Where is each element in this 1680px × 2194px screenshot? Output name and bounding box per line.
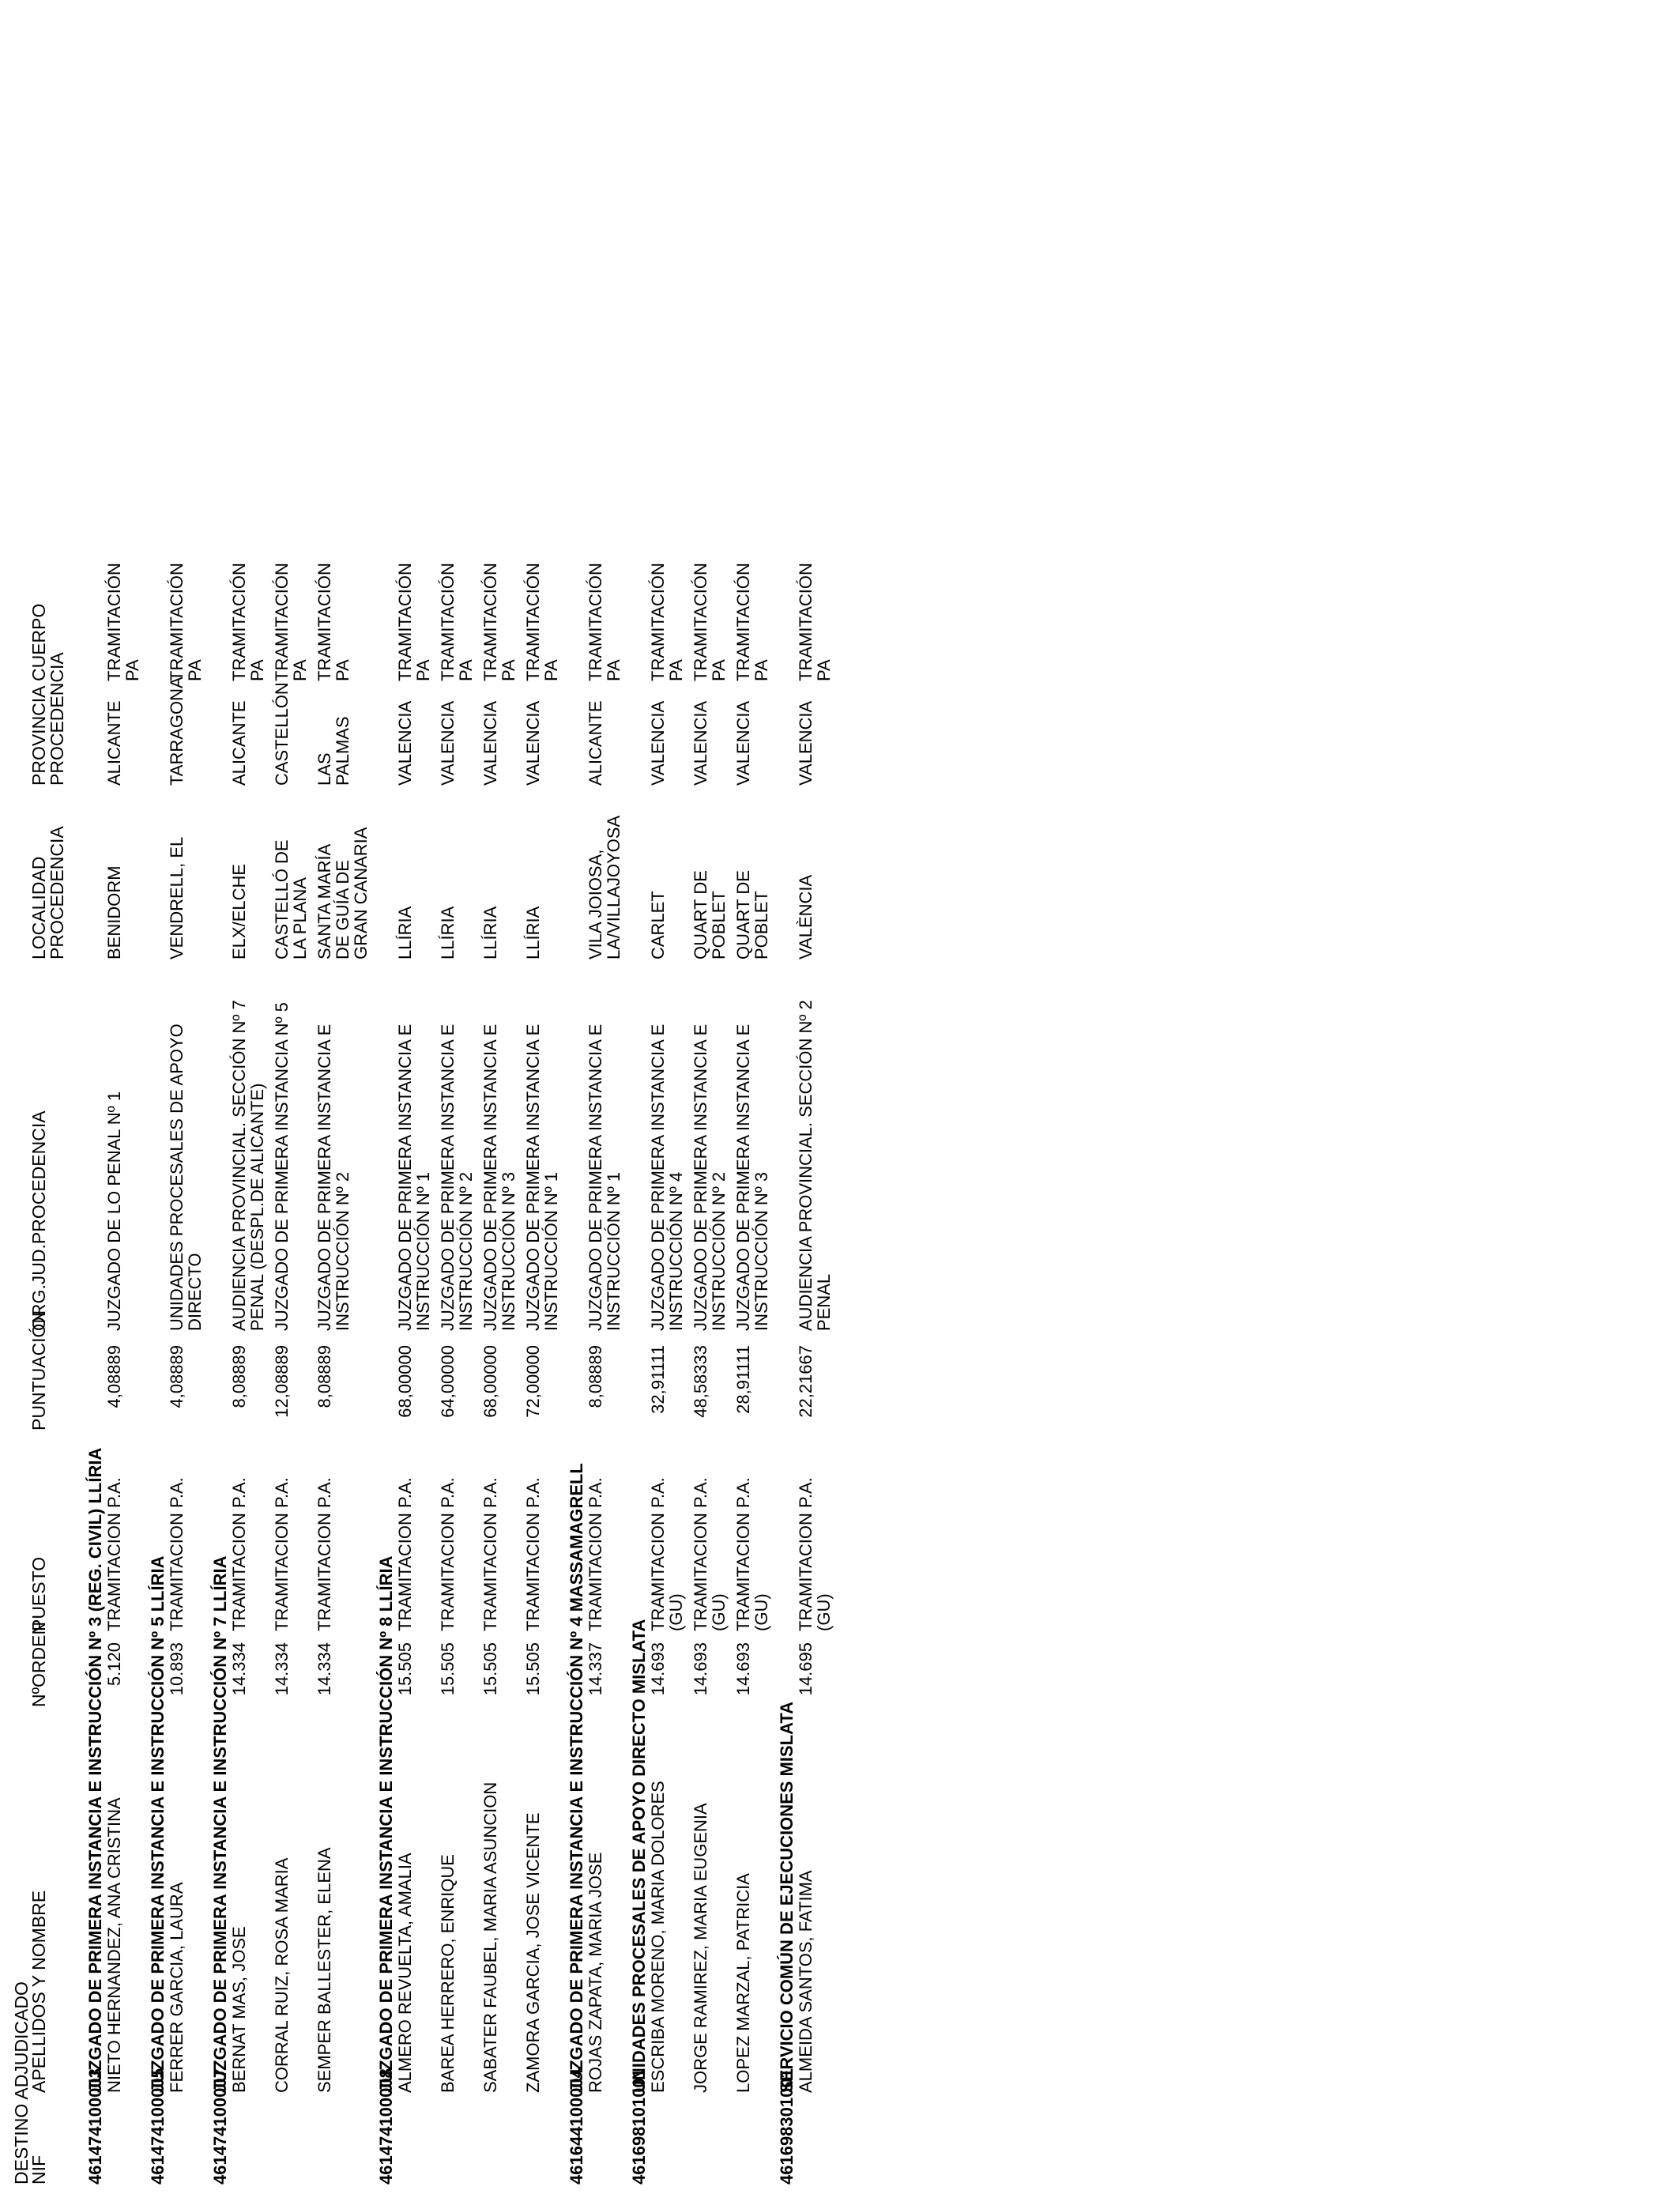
group-destination-name: SERVICIO COMÚN DE EJECUCIONES MISLATA bbox=[777, 1701, 797, 2093]
cell-post: TRAMITACION P.A. (GU) bbox=[796, 1477, 834, 1631]
cell-body: TRAMITACIÓN PA bbox=[480, 563, 518, 681]
table-row bbox=[691, 19, 728, 2185]
table-row bbox=[649, 19, 685, 2185]
cell-score: 12,08889 bbox=[272, 1345, 292, 1418]
cell-score: 8,08889 bbox=[586, 1345, 605, 1408]
group-destination-name: JUZGADO DE PRIMERA INSTANCIA E INSTRUCCIÓN Nº 4 MASSAMAGRELL bbox=[567, 1463, 586, 2093]
table-row bbox=[797, 19, 833, 2185]
group-heading bbox=[148, 19, 168, 2185]
header-org: ORG.JUD.PROCEDENCIA bbox=[28, 1110, 49, 1331]
cell-score: 68,00000 bbox=[395, 1345, 415, 1418]
cell-name: CORRAL RUIZ, ROSA MARIA bbox=[272, 1857, 292, 2093]
table-row bbox=[586, 19, 623, 2185]
cell-body: TRAMITACIÓN PA bbox=[272, 563, 310, 681]
table-body bbox=[85, 19, 839, 2185]
cell-locality: LLÍRIA bbox=[480, 906, 500, 959]
cell-name: FERRER GARCIA, LAURA bbox=[167, 1882, 186, 2093]
cell-order: 15.505 bbox=[395, 1642, 415, 1696]
cell-locality: CARLET bbox=[648, 891, 668, 959]
cell-org: JUZGADO DE PRIMERA INSTANCIA E INSTRUCCIÓN Nº 2 bbox=[438, 1023, 476, 1331]
cell-order: 10.893 bbox=[167, 1642, 186, 1696]
cell-name: ALMERO REVUELTA, AMALIA bbox=[395, 1853, 415, 2093]
cell-locality: LLÍRIA bbox=[523, 906, 543, 959]
cell-score: 32,91111 bbox=[648, 1345, 668, 1414]
cell-province: VALENCIA bbox=[796, 700, 816, 786]
cell-province: VALENCIA bbox=[395, 700, 415, 786]
cell-org: JUZGADO DE PRIMERA INSTANCIA E INSTRUCCIÓN Nº 1 bbox=[395, 1023, 433, 1331]
cell-order: 14.693 bbox=[648, 1642, 668, 1696]
group-nif: 461474100005 bbox=[148, 2068, 168, 2185]
cell-org: JUZGADO DE PRIMERA INSTANCIA E INSTRUCCIÓN Nº 4 bbox=[648, 1023, 686, 1331]
table-row bbox=[734, 19, 770, 2185]
cell-locality: VALÈNCIA bbox=[796, 874, 816, 959]
header-order: NºORDEN bbox=[28, 1621, 49, 1707]
cell-locality: CASTELLÓ DE LA PLANA bbox=[272, 839, 310, 959]
cell-org: JUZGADO DE PRIMERA INSTANCIA E INSTRUCCIÓN Nº 1 bbox=[586, 1023, 623, 1331]
group-heading bbox=[85, 19, 105, 2185]
table-row bbox=[396, 19, 432, 2185]
group-nif: 461474100007 bbox=[210, 2068, 230, 2185]
cell-score: 72,00000 bbox=[523, 1345, 543, 1418]
document-title: DESTINO ADJUDICADO bbox=[11, 1981, 32, 2185]
cell-name: SEMPER BALLESTER, ELENA bbox=[315, 1847, 334, 2093]
cell-body: TRAMITACIÓN PA bbox=[733, 563, 771, 681]
header-body: CUERPO bbox=[28, 603, 49, 681]
cell-body: TRAMITACIÓN PA bbox=[395, 563, 433, 681]
cell-body: TRAMITACIÓN PA bbox=[167, 563, 205, 681]
table-row bbox=[315, 19, 370, 2185]
cell-locality: VILA JOIOSA, LA/VILLAJOYOSA bbox=[586, 815, 623, 959]
cell-body: TRAMITACIÓN PA bbox=[438, 563, 476, 681]
header-locality: LOCALIDAD PROCEDENCIA bbox=[28, 826, 67, 959]
cell-province: ALICANTE bbox=[229, 700, 249, 786]
cell-score: 8,08889 bbox=[315, 1345, 334, 1408]
group-nif: 461474100008 bbox=[376, 2068, 396, 2185]
cell-locality: BENIDORM bbox=[104, 865, 124, 959]
cell-score: 8,08889 bbox=[229, 1345, 249, 1408]
cell-org: JUZGADO DE PRIMERA INSTANCIA Nº 5 bbox=[272, 1002, 292, 1331]
cell-post: TRAMITACION P.A. (GU) bbox=[733, 1477, 771, 1631]
cell-name: ZAMORA GARCIA, JOSE VICENTE bbox=[523, 1812, 543, 2093]
cell-post: TRAMITACION P.A. bbox=[523, 1477, 543, 1631]
cell-province: TARRAGONA bbox=[167, 677, 186, 786]
cell-locality: ELX/ELCHE bbox=[229, 863, 249, 959]
cell-province: VALENCIA bbox=[523, 700, 543, 786]
cell-order: 14.693 bbox=[691, 1642, 710, 1696]
cell-name: SABATER FAUBEL, MARIA ASUNCION bbox=[480, 1781, 500, 2093]
cell-body: TRAMITACIÓN PA bbox=[229, 563, 267, 681]
cell-order: 14.693 bbox=[733, 1642, 753, 1696]
cell-org: JUZGADO DE PRIMERA INSTANCIA E INSTRUCCIÓN Nº 3 bbox=[480, 1023, 518, 1331]
destination-group bbox=[567, 19, 623, 2185]
cell-org: JUZGADO DE LO PENAL Nº 1 bbox=[104, 1091, 124, 1331]
cell-post: TRAMITACION P.A. bbox=[480, 1477, 500, 1631]
destination-group bbox=[148, 19, 204, 2185]
cell-org: JUZGADO DE PRIMERA INSTANCIA E INSTRUCCIÓN Nº 1 bbox=[523, 1023, 561, 1331]
cell-post: TRAMITACION P.A. (GU) bbox=[691, 1477, 729, 1631]
destination-group bbox=[85, 19, 141, 2185]
table-row bbox=[273, 19, 309, 2185]
cell-post: TRAMITACION P.A. bbox=[395, 1477, 415, 1631]
cell-post: TRAMITACION P.A. bbox=[167, 1477, 186, 1631]
cell-province: VALENCIA bbox=[733, 700, 753, 786]
cell-order: 14.334 bbox=[315, 1642, 334, 1696]
header-nif: NIF bbox=[28, 2154, 49, 2185]
cell-body: TRAMITACIÓN PA bbox=[648, 563, 686, 681]
cell-post: TRAMITACION P.A. bbox=[315, 1477, 334, 1631]
group-nif: 461698101001 bbox=[629, 2068, 649, 2185]
table-row bbox=[105, 19, 141, 2185]
cell-name: ROJAS ZAPATA, MARIA JOSE bbox=[586, 1852, 605, 2093]
cell-order: 14.334 bbox=[229, 1642, 249, 1696]
cell-body: TRAMITACIÓN PA bbox=[586, 563, 623, 681]
cell-body: TRAMITACIÓN PA bbox=[691, 563, 729, 681]
cell-order: 14.337 bbox=[586, 1642, 605, 1696]
header-post: PUESTO bbox=[28, 1556, 49, 1631]
cell-score: 22,21667 bbox=[796, 1345, 816, 1418]
destination-group bbox=[376, 19, 560, 2185]
cell-name: ALMEIDA SANTOS, FATIMA bbox=[796, 1870, 816, 2093]
cell-score: 28,91111 bbox=[733, 1345, 753, 1414]
cell-locality: LLÍRIA bbox=[395, 906, 415, 959]
header-score: PUNTUACIÓN bbox=[28, 1310, 49, 1431]
cell-province: CASTELLÓN bbox=[272, 682, 292, 786]
cell-org: JUZGADO DE PRIMERA INSTANCIA E INSTRUCCIÓN Nº 2 bbox=[315, 1023, 352, 1331]
cell-post: TRAMITACION P.A. bbox=[272, 1477, 292, 1631]
cell-province: VALENCIA bbox=[648, 700, 668, 786]
group-heading bbox=[376, 19, 396, 2185]
cell-post: TRAMITACION P.A. bbox=[229, 1477, 249, 1631]
group-nif: 461644100004 bbox=[567, 2068, 586, 2185]
table-row bbox=[230, 19, 266, 2185]
cell-province: VALENCIA bbox=[480, 700, 500, 786]
cell-post: TRAMITACION P.A. bbox=[438, 1477, 458, 1631]
cell-score: 4,08889 bbox=[104, 1345, 124, 1408]
cell-locality: LLÍRIA bbox=[438, 906, 458, 959]
group-heading bbox=[210, 19, 230, 2185]
group-heading bbox=[777, 19, 797, 2185]
cell-name: BAREA HERRERO, ENRIQUE bbox=[438, 1854, 458, 2093]
cell-order: 14.334 bbox=[272, 1642, 292, 1696]
cell-score: 4,08889 bbox=[167, 1345, 186, 1408]
cell-body: TRAMITACIÓN PA bbox=[104, 563, 142, 681]
cell-name: JORGE RAMIREZ, MARIA EUGENIA bbox=[691, 1803, 710, 2093]
cell-body: TRAMITACIÓN PA bbox=[315, 563, 352, 681]
group-destination-name: UNIDADES PROCESALES DE APOYO DIRECTO MISLATA bbox=[629, 1619, 649, 2093]
cell-locality: QUART DE POBLET bbox=[691, 870, 729, 959]
group-nif: 461698301001 bbox=[777, 2068, 797, 2185]
table-row bbox=[481, 19, 518, 2185]
cell-province: LAS PALMAS bbox=[315, 716, 352, 786]
cell-score: 68,00000 bbox=[480, 1345, 500, 1418]
group-destination-name: JUZGADO DE PRIMERA INSTANCIA E INSTRUCCIÓN Nº 7 LLÍRIA bbox=[210, 1555, 230, 2093]
destination-group bbox=[210, 19, 370, 2185]
cell-post: TRAMITACION P.A. bbox=[104, 1477, 124, 1631]
cell-province: ALICANTE bbox=[586, 700, 605, 786]
cell-name: LOPEZ MARZAL, PATRICIA bbox=[733, 1873, 753, 2093]
group-heading bbox=[629, 19, 649, 2185]
cell-org: AUDIENCIA PROVINCIAL. SECCIÓN Nº 7 PENAL (DESPL.DE ALICANTE) bbox=[229, 1000, 267, 1331]
cell-org: UNIDADES PROCESALES DE APOYO DIRECTO bbox=[167, 1023, 205, 1331]
cell-locality: SANTA MARÍA DE GUÍA DE GRAN CANARIA bbox=[315, 827, 371, 959]
cell-locality: VENDRELL, EL bbox=[167, 836, 186, 959]
table-header bbox=[30, 19, 66, 2185]
destination-group bbox=[629, 19, 770, 2185]
cell-org: JUZGADO DE PRIMERA INSTANCIA E INSTRUCCIÓN Nº 2 bbox=[691, 1023, 729, 1331]
cell-org: AUDIENCIA PROVINCIAL. SECCIÓN Nº 2 PENAL bbox=[796, 1000, 834, 1331]
cell-name: ESCRIBA MORENO, MARIA DOLORES bbox=[648, 1781, 668, 2093]
cell-body: TRAMITACIÓN PA bbox=[523, 563, 561, 681]
cell-order: 15.505 bbox=[523, 1642, 543, 1696]
cell-name: BERNAT MAS, JOSE bbox=[229, 1926, 249, 2093]
cell-score: 64,00000 bbox=[438, 1345, 458, 1418]
table-row bbox=[524, 19, 560, 2185]
cell-province: VALENCIA bbox=[438, 700, 458, 786]
table-row bbox=[168, 19, 204, 2185]
destination-group bbox=[777, 19, 833, 2185]
group-destination-name: JUZGADO DE PRIMERA INSTANCIA E INSTRUCCIÓN Nº 8 LLÍRIA bbox=[376, 1555, 396, 2093]
group-nif: 461474100003 bbox=[85, 2068, 105, 2185]
header-province: PROVINCIA PROCEDENCIA bbox=[28, 652, 67, 786]
cell-order: 14.695 bbox=[796, 1642, 816, 1696]
cell-province: VALENCIA bbox=[691, 700, 710, 786]
cell-name: NIETO HERNANDEZ, ANA CRISTINA bbox=[104, 1797, 124, 2093]
cell-org: JUZGADO DE PRIMERA INSTANCIA E INSTRUCCIÓN Nº 3 bbox=[733, 1023, 771, 1331]
group-destination-name: JUZGADO DE PRIMERA INSTANCIA E INSTRUCCIÓN Nº 3 (REG. CIVIL) LLÍRIA bbox=[85, 1447, 105, 2093]
group-heading bbox=[567, 19, 586, 2185]
cell-post: TRAMITACION P.A. (GU) bbox=[648, 1477, 686, 1631]
header-name: APELLIDOS Y NOMBRE bbox=[28, 1890, 49, 2093]
cell-body: TRAMITACIÓN PA bbox=[796, 563, 834, 681]
group-destination-name: JUZGADO DE PRIMERA INSTANCIA E INSTRUCCIÓN Nº 5 LLÍRIA bbox=[148, 1555, 168, 2093]
cell-post: TRAMITACION P.A. bbox=[586, 1477, 605, 1631]
cell-order: 5.120 bbox=[104, 1642, 124, 1687]
cell-locality: QUART DE POBLET bbox=[733, 870, 771, 959]
cell-province: ALICANTE bbox=[104, 700, 124, 786]
cell-score: 48,58333 bbox=[691, 1345, 710, 1418]
table-row bbox=[439, 19, 475, 2185]
cell-order: 15.505 bbox=[438, 1642, 458, 1696]
cell-order: 15.505 bbox=[480, 1642, 500, 1696]
